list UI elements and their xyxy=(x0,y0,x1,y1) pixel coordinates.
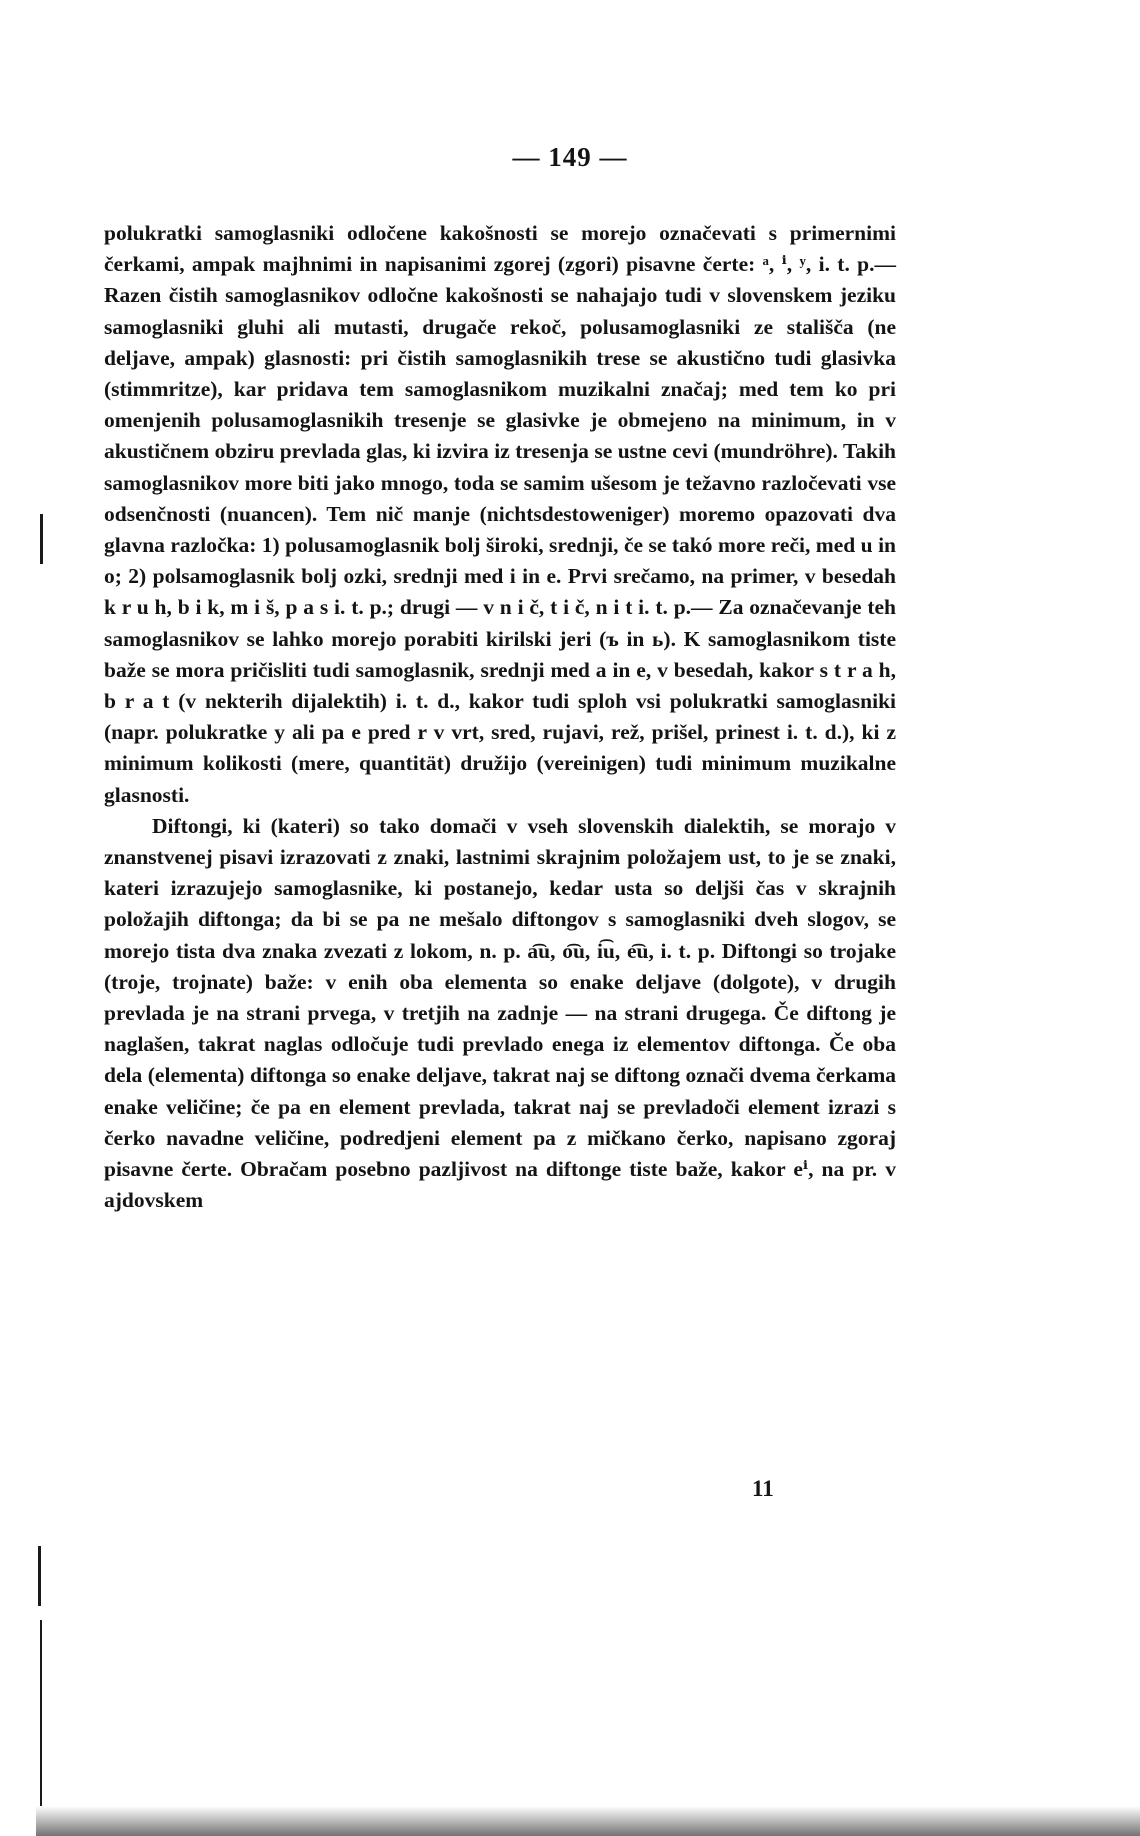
left-edge-line xyxy=(40,1620,42,1806)
paragraph-1: polukratki samoglasniki odločene kakošnosti se morejo označevati s primernimi čerkami, ampak majhnimi in napisanimi zgorej (zgori) pisavne čerte: ᵃ, ⁱ, ʸ, i. t. p.— Razen čistih samoglasnikov odločne kakošnosti se nahajajo tudi v slovenskem jeziku samoglasniki gluhi ali mutasti, drugače rekoč, polusamoglasniki ze stališča (ne deljave, ampak) glasnosti: pri čistih samoglasnikih trese se akustično tudi glasivka (stimmritze), kar pridava tem samoglasnikom muzikalni značaj; med tem ko pri omenjenih polusamoglasnikih tresenje se glasivke je obmejeno na minimum, in v akustičnem obziru prevlada glas, ki izvira iz tresenja se ustne cevi (mundröhre). Takih samoglasnikov more biti jako mnogo, toda se samim ušesom je težavno razločevati vse odsenčnosti (nuancen). Tem nič manje (nichtsdestoweniger) moremo opazovati dva glavna razločka: 1) polusamoglasnik bolj široki, srednji, če se takó more reči, med u in o; 2) polsamoglasnik bolj ozki, srednji med i in e. Prvi srečamo, na primer, v besedah k r u h, b i k, m i š, p a s i. t. p.; drugi — v n i č, t i č, n i t i. t. p.— Za označevanje teh samoglasnikov se lahko morejo porabiti kirilski jeri (ъ in ь). K samoglasnikom tiste baže se mora pričisliti tudi samoglasnik, srednji med a in e, v besedah, kakor s t r a h, b r a t (v nekterih dijalektih) i. t. d., kakor tudi sploh vsi polukratki samoglasniki (napr. polukratke y ali pa e pred r v vrt, sred, rujavi, rež, prišel, prinest i. t. d.), ki z minimum kolikosti (mere, quantität) družijo (vereinigen) tudi minimum muzikalne glasnosti. xyxy=(104,221,896,807)
body-text xyxy=(104,218,896,1217)
left-edge-mark-1 xyxy=(40,514,43,564)
signature-mark: 11 xyxy=(752,1476,774,1501)
page-header: — 149 — xyxy=(512,142,628,172)
paragraph-2: Diftongi, ki (kateri) so tako domači v vseh slovenskih dialektih, se morajo v znanstvenej pisavi izrazovati z znaki, lastnimi skrajnim položajem ust, to je se znaki, kateri izrazujejo samoglasnike, ki postanejo, kedar usta so deljši čas v skrajnih položajih diftonga; da bi se pa ne mešalo diftongov s samoglasniki dveh slogov, se morejo tista dva znaka zvezati z lokom, n. p. a͡u, o͡u, i͡u, e͡u, i. t. p. Diftongi so trojake (troje, trojnate) baže: v enih oba elementa so enake deljave (dolgote), v drugih prevlada je na strani prvega, v tretjih na zadnje — na strani drugega. Če diftong je naglašen, takrat naglas odločuje tudi prevlado enega iz elementov diftonga. Če oba dela (elementa) diftonga so enake deljave, takrat naj se diftong označi dvema čerkama enake veličine; če pa en element prevlada, takrat naj se prevladoči element izrazi s čerko navadne veličine, podredjeni element pa z mičkano čerko, napisano zgoraj pisavne čerte. Obračam posebno pazljivost na diftonge tiste baže, kakor eⁱ, na pr. v ajdovskem xyxy=(104,813,896,1213)
left-edge-mark-2 xyxy=(38,1546,41,1606)
bottom-shadow xyxy=(36,1806,1140,1836)
